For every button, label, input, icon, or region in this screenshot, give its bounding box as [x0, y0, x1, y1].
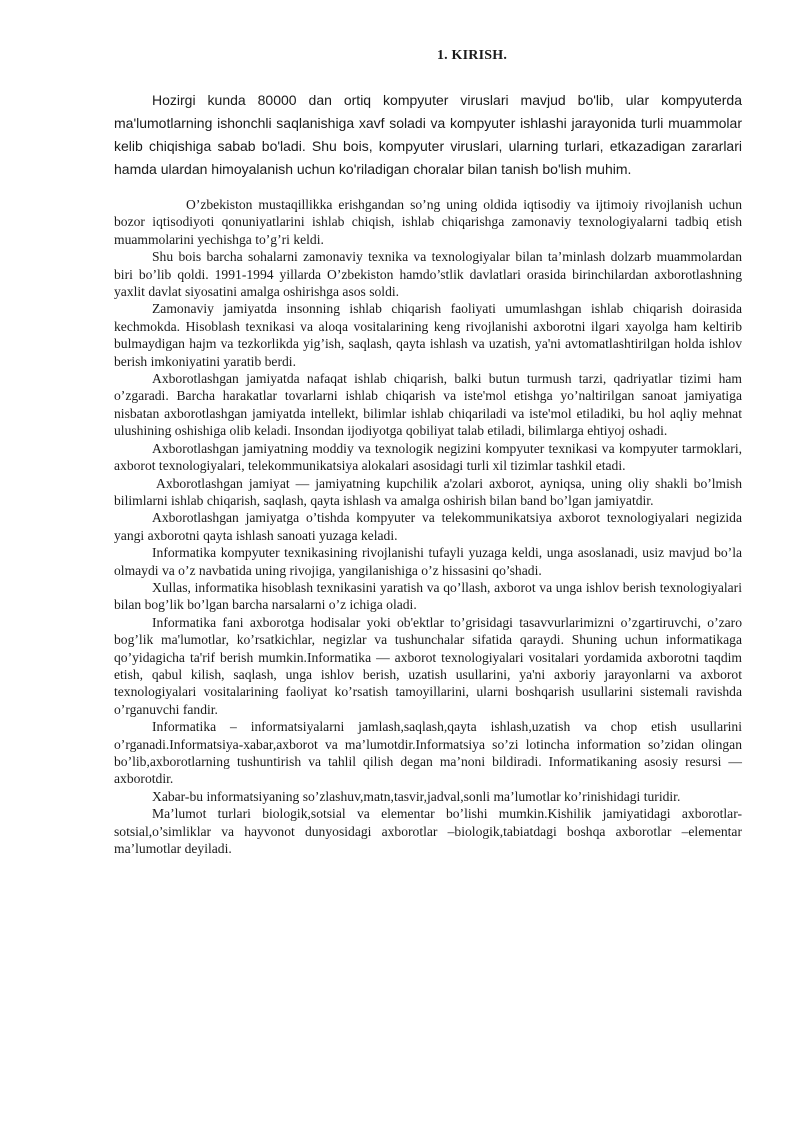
paragraph-independence: O’zbekiston mustaqillikka erishgandan so’ng uning oldida iqtisodiy va ijtimoiy rivojlanish uchun bozor iqtisodiyoti qonuniyatlarini ishlab chiqish, ishlab chiqarishga zamonaviy texnologiyalarni tadbiq etish muammolarini yechishga to’g’ri keldi.	[114, 197, 742, 247]
body-text	[114, 196, 742, 857]
paragraph-material-basis: Axborotlashgan jamiyatning moddiy va texnologik negizini kompyuter texnikasi va kompyuter tarmoklari, axborot texnologiyalari, telekommunikatsiya alokalari asosidagi turli xil tizimlar tashkil etadi.	[114, 440, 742, 474]
paragraph-transition: Axborotlashgan jamiyatga o’tishda kompyuter va telekommunikatsiya axborot texnologiyalari negizida yangi axborotni qayta ishlash sanoati yuzaga keladi.	[114, 510, 742, 543]
paragraph-data-types: Ma’lumot turlari biologik,sotsial va elementar bo’lishi mumkin.Kishilik jamiyatidagi axborotlar-sotsial,o’simliklar va hayvonot dunyosidagi axborotlar –biologik,tabiatdagi boshqa axborotlar –elementar ma’lumotlar deyiladi.	[114, 806, 742, 857]
paragraph-informatsiya: Informatika – informatsiyalarni jamlash,saqlash,qayta ishlash,uzatish va chop etish usullarini o’rganadi.Informatsiya-xabar,axborot va ma’lumotdir.Informatsiya so’zi lotincha information so’zidan olingan bo’lib,axborotlarning tushuntirish va tahlil qilish degan ma’noni bildiradi. Informatikaning asosiy resursi — axborotdir.	[114, 719, 742, 787]
intro-paragraph: Hozirgi kunda 80000 dan ortiq kompyuter viruslari mavjud bo'lib, ular kompyuterda ma'lumotlarning ishonchli saqlanishiga xavf soladi va kompyuter ishlashi jarayonida turli muammolar kelib chiqishiga sabab bo'ladi. Shu bois, kompyuter viruslari, ularning turlari, etkazadigan zararlari hamda ulardan himoyalanish uchun ko'riladigan choralar bilan tanish bo'lish muhim.	[114, 92, 742, 177]
paragraph-informatics-definition: Informatika fani axborotga hodisalar yoki ob'ektlar to’grisidagi tasavvurlarimizni o’zgartiruvchi, o’zaro bog’lik ma'lumotlar, ko’rsatkichlar, negizlar va tushunchalar sifatida qaraydi. Shuning uchun informatikaga qo’yidagicha ta'rif berish mumkin.Informatika — axborot texnologiyalari vositalari yordamida axborotni taqdim etish, qabul kilish, saqlash, unga ishlov berish, uzatish usullarini, ya'ni axboriy jarayonlarni va axborot texnologiyalari vositalarining faoliyat ko’rsatish tamoyillarini, ularni boshqarish usullarini sistemali ravishda o’rganuvchi fandir.	[114, 614, 742, 717]
paragraph-informatics-scope: Xullas, informatika hisoblash texnikasini yaratish va qo’llash, axborot va unga ishlov berish texnologiyalari bilan bog’lik bo’lgan barcha narsalarni o’z ichiga oladi.	[114, 579, 742, 613]
paragraph-modern-society: Zamonaviy jamiyatda insonning ishlab chiqarish faoliyati umumlashgan ishlab chiqarish doirasida kechmokda. Hisoblash texnikasi va aloqa vositalarining keng rivojlanishi axborotni ilgari xayolga ham keltirib bulmaydigan hajm va tezkorlikda yig’ish, saqlash, qayta ishlash va uzatish, ya'ni avtomatlashtirilgan holda ishlov berish imkoniyatini yaratib berdi.	[114, 301, 742, 369]
section-title: 1. KIRISH.	[436, 48, 508, 63]
paragraph-informatics-origin: Informatika kompyuter texnikasining rivojlanishi tufayli yuzaga keldi, unga asoslanadi, usiz mavjud bo’la olmaydi va o’z navbatida uning rivojiga, yangilanishiga o’z hissasini qo’shadi.	[114, 545, 742, 578]
paragraph-definition-society: Axborotlashgan jamiyat — jamiyatning kupchilik a'zolari axborot, ayniqsa, uning oliy shakli bo’lmish bilimlarni ishlab chiqarish, saqlash, qayta ishlash va amalga oshirish bilan band bo’lgan jamiyatdir.	[114, 475, 742, 508]
paragraph-modern-technology: Shu bois barcha sohalarni zamonaviy texnika va texnologiyalar bilan ta’minlash dolzarb muammolardan biri bo’lib qoldi. 1991-1994 yillarda O’zbekiston hamdo’stlik davlatlari orasida birinchilardan axborotlashning yaxlit davlat siyosatini amalga oshirishga asos soldi.	[114, 249, 742, 300]
paragraph-information-society: Axborotlashgan jamiyatda nafaqat ishlab chiqarish, balki butun turmush tarzi, qadriyatlar tizimi ham o’zgaradi. Barcha harakatlar tovarlarni ishlab chiqarish va iste'mol etishga yo’naltirilgan sanoat jamiyatiga nisbatan axborotlashgan jamiyatda intellekt, bilimlar ishlab chiqariladi va iste'mol etiladiki, bu hol aqliy mehnat ulushining oshishiga olib keladi. Insondan ijodiyotga qobiliyat talab etiladi, bilimlarga ehtiyoj oshadi.	[114, 371, 742, 439]
paragraph-xabar: Xabar-bu informatsiyaning so’zlashuv,matn,tasvir,jadval,sonli ma’lumotlar ko’rinishidagi turidir.	[152, 788, 681, 804]
